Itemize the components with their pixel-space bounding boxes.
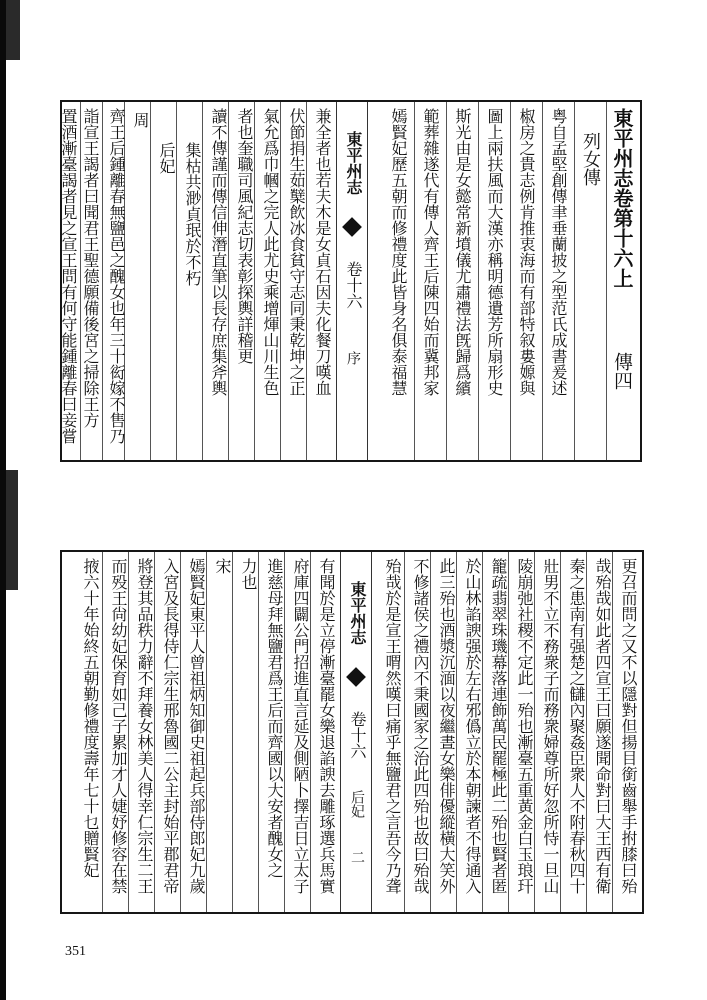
text-column: 於山林諂諛强於左右邪僞立於本朝諫者不得通入 bbox=[463, 558, 482, 894]
text-column: 者也奎職司風紀志切表彰探輿詳稽更 bbox=[235, 108, 254, 364]
section-label: 傳四 bbox=[611, 352, 633, 390]
text-column: 掖六十年始終五朝勤修禮度壽年七十乜贈賢妃 bbox=[81, 558, 100, 878]
dynasty-heading: 周 bbox=[131, 112, 150, 128]
text-column: 秦之患南有强楚之讎內聚姦臣衆人不附春秋四十 bbox=[567, 558, 586, 894]
column-rule bbox=[478, 102, 479, 460]
text-column: 氣允爲巾幗之完人此尤史乘增煇山川生色 bbox=[261, 108, 280, 396]
bottom-right-half bbox=[372, 552, 640, 912]
text-column: 府庫四闢公門招進直言延及側陋卜擇吉日立太子 bbox=[291, 558, 310, 894]
bottom-page-panel bbox=[60, 550, 644, 914]
text-column: 殆哉於是宣王喟然嘆曰痛乎無鹽君之言吾今乃聋 bbox=[383, 558, 402, 894]
text-column: 齊王后鍾離春無鹽邑之醜女也年三十衒嫁不售乃 bbox=[107, 108, 126, 444]
gutter-part: 序 bbox=[345, 351, 361, 365]
bottom-gutter bbox=[340, 552, 372, 912]
text-column: 籠疏翡翠珠璣幕落連飾萬民罷極此二殆也賢者匿 bbox=[489, 558, 508, 894]
top-page-panel bbox=[60, 100, 642, 462]
fish-tail-mark bbox=[345, 218, 359, 240]
column-rule bbox=[404, 552, 405, 912]
column-rule bbox=[150, 102, 151, 460]
column-rule bbox=[414, 102, 415, 460]
text-column: 進慈母拜無鹽君爲王后而齊國以大安者醜女之 bbox=[265, 558, 284, 878]
gutter-volume: 卷十六 bbox=[344, 261, 363, 309]
gutter-title: 東平州志 bbox=[344, 131, 363, 195]
binding-edge-mark bbox=[6, 0, 20, 60]
gutter-part: 后妃 bbox=[349, 790, 365, 818]
column-rule bbox=[232, 552, 233, 912]
text-column: 不修諸侯之禮內不秉國家之治此四殆也故曰殆哉 bbox=[411, 558, 430, 894]
text-column: 更召而問之又不以隱對但揚目銜齒舉手拊膝曰殆 bbox=[619, 558, 638, 894]
page-number: 351 bbox=[65, 944, 86, 959]
column-rule bbox=[80, 102, 81, 460]
column-rule bbox=[258, 552, 259, 912]
column-rule bbox=[102, 102, 103, 460]
text-column: 壯男不立不務衆子而務衆婦尊所好忽所恃一旦山 bbox=[541, 558, 560, 894]
fish-tail-mark bbox=[349, 668, 363, 690]
column-rule bbox=[542, 102, 543, 460]
column-rule bbox=[446, 102, 447, 460]
text-column: 集枯共渺貞珉於不朽 bbox=[183, 142, 202, 286]
column-rule bbox=[606, 102, 607, 460]
column-rule bbox=[510, 102, 511, 460]
text-column: 伏節捐生茹櫱飲冰食貧守志同秉乾坤之正 bbox=[287, 108, 306, 396]
category-heading: 后妃 bbox=[157, 142, 176, 174]
gutter-page: 二 bbox=[349, 850, 365, 864]
chapter-title-column: 東平州志卷第十六上 bbox=[610, 108, 634, 288]
dynasty-heading: 宋 bbox=[213, 558, 232, 574]
text-column: 入宮及長得侍仁宗生邢魯國二公主封始平郡君帝 bbox=[161, 558, 180, 894]
text-column: 哉殆哉如此者四宣王曰願遂聞命對曰大王西有衛 bbox=[593, 558, 612, 894]
text-column: 將登其品秩力辭不拜養女林美人得幸仁宗生二王 bbox=[135, 558, 154, 894]
text-column: 有聞於是立停漸臺罷女樂退諂諛去雕琢選兵馬實 bbox=[317, 558, 336, 894]
text-column: 兼全者也若夫木是女貞石因夫化餐刀嘆血 bbox=[313, 108, 332, 396]
top-left-half bbox=[59, 102, 336, 460]
bottom-left-half bbox=[62, 552, 340, 912]
text-column: 椒房之貴志例肯推衷海而有部特叙婁嫄與 bbox=[517, 108, 536, 396]
heading-column: 列女傳 bbox=[580, 132, 601, 186]
column-rule bbox=[574, 102, 575, 460]
text-column: 此三殆也酒漿沉湎以夜繼晝女樂俳優縱橫大笑外 bbox=[437, 558, 456, 894]
text-column: 讀不傳謹而傳信伸潛直筆以長存庶集斧輿 bbox=[209, 108, 228, 396]
text-column: 陵崩弛社稷不定此一殆也漸臺五重黃金白玉琅玕 bbox=[515, 558, 534, 894]
text-column: 置酒漸臺謁者見之宣王問有何守能鍾離春曰妾嘗 bbox=[59, 108, 78, 444]
column-rule bbox=[102, 552, 103, 912]
text-column: 斯光由是女懿常新墳儀尤肅禮法旣歸爲繽 bbox=[453, 108, 472, 396]
text-column: 嫣賢妃歷五朝而修禮度此皆身名俱泰福慧 bbox=[389, 108, 408, 396]
text-column: 力也 bbox=[239, 558, 258, 590]
text-column bbox=[60, 108, 61, 129]
gutter-title: 東平州志 bbox=[348, 581, 367, 645]
gutter-volume: 卷十六 bbox=[348, 711, 367, 759]
text-column: 範葬雜遂代有傳人齊王后陳四始而冀邦家 bbox=[421, 108, 440, 396]
text-column: 粤自孟堅創傳聿垂蘭披之型范氏成書爰述 bbox=[549, 108, 568, 396]
text-column: 嫣賢妃東平人曾祖炳知御史祖起兵部侍郎妃九歲 bbox=[187, 558, 206, 894]
top-gutter bbox=[336, 102, 368, 460]
top-right-half bbox=[368, 102, 638, 460]
text-column: 而殁王尙幼妃保育如己子累加才人婕妤修容在禁 bbox=[109, 558, 128, 894]
binding-edge-mark bbox=[6, 470, 18, 590]
text-column: 圖上兩扶風而大漢亦稱明德遺芳所扇形史 bbox=[485, 108, 504, 396]
text-column: 詣宣王謁者曰聞君王聖德願備後宮之掃除王方 bbox=[81, 108, 100, 428]
